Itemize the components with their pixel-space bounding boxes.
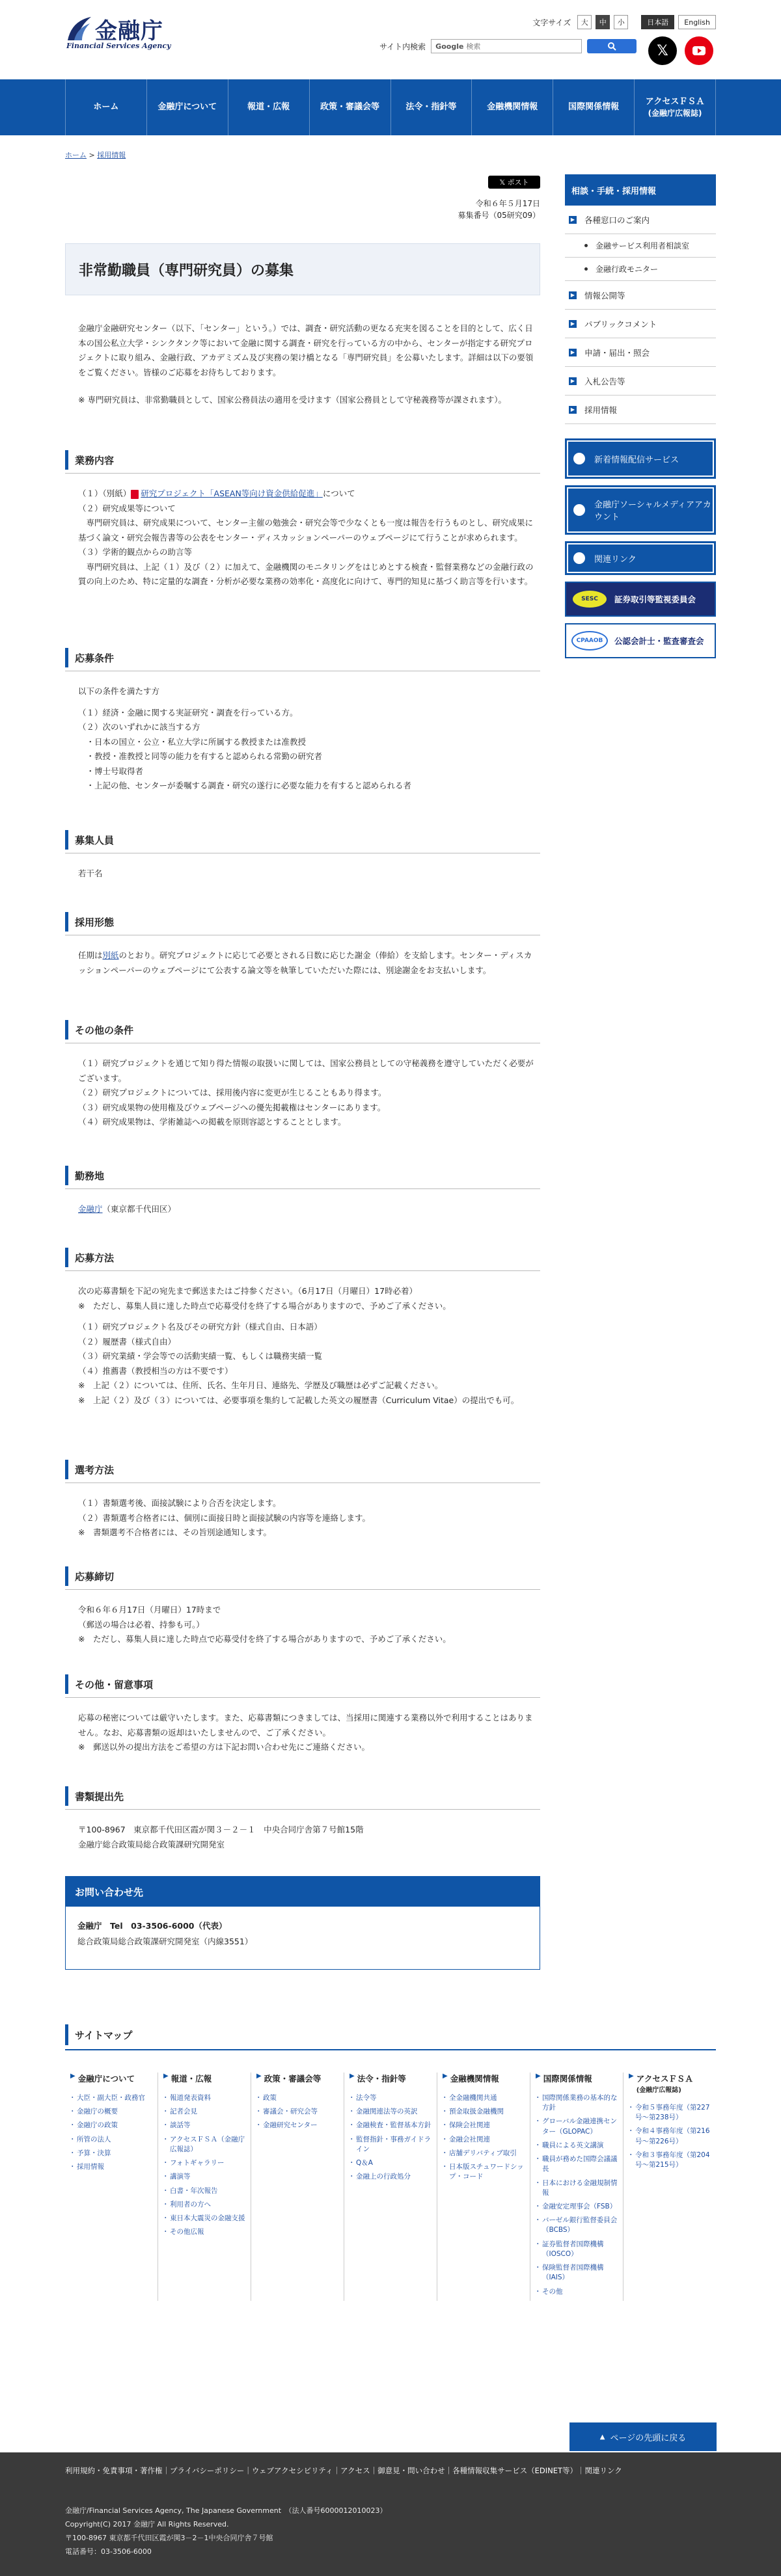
sitemap-column bbox=[251, 2073, 344, 2301]
square-arrow-icon: ▶ bbox=[569, 291, 577, 299]
sidebar-title: 相談・手続・採用情報 bbox=[565, 174, 716, 206]
gnav-international[interactable]: 国際関係情報 bbox=[553, 79, 634, 135]
sitemap-column bbox=[530, 2073, 623, 2301]
sitemap-link[interactable]: ・ 国際関係業務の基本的な方針 bbox=[536, 2093, 618, 2113]
related-links-banner[interactable]: 関連リンク bbox=[565, 541, 716, 575]
section-work: （１）（別紙） 研究プロジェクト「ASEAN等向け資金供給促進」について （２）研究成果等について 専門研究員は、研究成果について、センター主催の勉強会・研究会等で少なくとも一度は報告を行うものとし、研究成果に基づく論文・研究会報告書等の公表をセンター・ディスカッションペーパーのウェブページにて行うことが求められます。 （３）学術的観点からの助言等 専門研究員は、上記（１）及び（２）に加えて、金融機関のモニタリングをはじめとする検査・監督業務などの金融行政の質の向上のため、特に定量的な調査・分析が必要な業務の効率化・高度化に向けて、専門的知見に基づく助言等を行います。 bbox=[78, 489, 534, 586]
sitemap-link[interactable]: ・ 日本版スチュワードシップ・コード bbox=[443, 2162, 525, 2182]
social-links bbox=[648, 36, 713, 65]
sitemap-link[interactable]: ・ 保険会社関連 bbox=[443, 2121, 525, 2130]
footer-info: 金融庁/Financial Services Agency, The Japanese Government （法人番号6000012010023） Copyright(C) 2017 金融庁 All Rights Reserved. 〒100-8967 東京都千代田区霞が関3－2－1中央合同庁舎７号館 電話番号：03-3506-6000 bbox=[65, 2506, 387, 2556]
sitemap-column bbox=[344, 2073, 437, 2301]
section-apply: 次の応募書類を下記の宛先まで郵送またはご持参ください。（6月17日（月曜日）17時必着） ※ ただし、募集人員に達した時点で応募受付を終了する場合がありますので、予めご了承ください。 （１）研究プロジェクト名及びその研究方針（様式自由、日本語） （２）履歴書（様式自由） （３）研究業績・学会等での活動実績一覧、もしくは職務実績一覧 （４）推薦書（教授相当の方は不要です） ※ 上記（２）については、住所、氏名、生年月日、連絡先、学歴及び職歴は必ずご記載ください。 ※ 上記（２）及び（３）については、必要事項を集約して記載した英文の履歴書（Curriculum Vitae）の提出でも可。 bbox=[78, 1286, 519, 1405]
sitemap-column-heading[interactable]: ▶ 法令・指針等 bbox=[349, 2073, 406, 2084]
font-size-small-button[interactable]: 小 bbox=[614, 15, 628, 29]
page-title: 非常勤職員（専門研究員）の募集 bbox=[65, 243, 540, 295]
site-logo[interactable] bbox=[65, 13, 176, 52]
search-brand: Google bbox=[435, 42, 464, 51]
sitemap-column bbox=[65, 2073, 158, 2301]
sitemap-link[interactable]: ・ 予算・決算 bbox=[70, 2149, 152, 2158]
site-footer bbox=[0, 2452, 781, 2576]
chevron-right-icon: ▶ bbox=[349, 2073, 355, 2080]
square-arrow-icon: ▶ bbox=[569, 406, 577, 414]
search-button[interactable] bbox=[587, 39, 637, 53]
font-size-medium-button[interactable]: 中 bbox=[596, 15, 610, 29]
bullet-icon bbox=[584, 244, 588, 247]
sitemap-link[interactable]: ・ 証券監督者国際機構（IOSCO） bbox=[536, 2240, 618, 2259]
arrow-up-icon: ▲ bbox=[599, 2433, 605, 2441]
section-heading-selection: 選考方法 bbox=[65, 1460, 540, 1479]
note-text: ※ 専門研究員は、非常勤職員として、国家公務員法の適用を受けます（国家公務員として守秘義務等が課されます）。 bbox=[78, 395, 506, 405]
section-address: 〒100-8967 東京都千代田区霞が関３－２－１ 中央合同庁舎第７号館15階 金融庁総合政策局総合政策課研究開発室 bbox=[78, 1825, 364, 1849]
site-header bbox=[0, 0, 781, 79]
gnav-laws[interactable]: 法令・指針等 bbox=[390, 79, 472, 135]
section-heading-place: 勤務地 bbox=[65, 1166, 540, 1185]
search-input[interactable] bbox=[431, 39, 582, 53]
sitemap-title: サイトマップ bbox=[65, 2024, 716, 2045]
fsa-access-link[interactable]: 金融庁 bbox=[78, 1204, 103, 1214]
section-employment: 任期は別紙のとおり。研究プロジェクトに応じて必要とされる日数に応じた謝金（俸給）を支給します。センター・ディスカッションペーパーのウェブページにて公表する論文等を執筆していただいた際には、別途謝金をお支払いします。 bbox=[78, 950, 532, 975]
cpaaob-logo-icon: CPAAOB bbox=[571, 631, 608, 651]
sitemap-link[interactable]: ・ 金融庁の概要 bbox=[70, 2107, 152, 2117]
sitemap-link[interactable]: ・ 監督指針・事務ガイドライン bbox=[349, 2135, 432, 2154]
bullet-icon bbox=[584, 267, 588, 271]
sitemap-link[interactable]: ・ 採用情報 bbox=[70, 2162, 152, 2172]
social-media-banner[interactable]: 金融庁ソーシャルメディアアカウント bbox=[565, 485, 716, 535]
sitemap-link[interactable]: ・ 金融関連法等の英訳 bbox=[349, 2107, 432, 2117]
section-notes: 応募の秘密については厳守いたします。また、応募書類につきましては、当採用に関連する業務以外で利用することはありません。なお、応募書類の返却はいたしませんので、ご了承ください。 ※ 郵送以外の提出方法をご希望の方は下記お問い合わせ先にご連絡ください。 bbox=[78, 1713, 533, 1752]
sidebar-item-application[interactable]: ▶ 申請・届出・照会 bbox=[565, 338, 716, 367]
wifi-icon bbox=[573, 453, 585, 464]
section-heading-work: 業務内容 bbox=[65, 450, 540, 470]
sitemap-link[interactable]: ・ 令和３事務年度（第204号～第215号） bbox=[629, 2151, 711, 2170]
recruit-number: 募集番号（05研究09） bbox=[458, 211, 540, 220]
sitemap-link[interactable]: ・ 職員による英文講演 bbox=[536, 2141, 618, 2151]
section-requirements: 以下の条件を満たす方 （１）経済・金融に関する実証研究・調査を行っている方。 （２）次のいずれかに該当する方 ・日本の国立・公立・私立大学に所属する教授または准教授 ・教授・准教授と同等の能力を有すると認められる常勤の研究者 ・博士号取得者 ・上記の他、センターが委嘱する調査・研究の遂行に必要な能力を有すると認められる者 bbox=[78, 686, 412, 790]
sitemap-link[interactable]: ・ 金融庁の政策 bbox=[70, 2121, 152, 2130]
sitemap-link[interactable]: ・ 預金取扱金融機関 bbox=[443, 2107, 525, 2117]
sitemap-link[interactable]: ・ 大臣・副大臣・政務官 bbox=[70, 2093, 152, 2103]
sidebar-item-public-comment[interactable]: ▶ パブリックコメント bbox=[565, 310, 716, 338]
sitemap-link[interactable]: ・ 金融安定理事会（FSB） bbox=[536, 2202, 618, 2212]
sitemap-link[interactable]: ・ 報道発表資料 bbox=[163, 2093, 245, 2103]
sidebar-item-contact[interactable]: ▶ 各種窓口のご案内 bbox=[565, 206, 716, 234]
fsa-logo-icon bbox=[65, 14, 94, 43]
youtube-icon[interactable] bbox=[685, 36, 713, 65]
chevron-right-icon: ▶ bbox=[443, 2073, 448, 2080]
sitemap-link[interactable]: ・ グローバル金融連携センター（GLOPAC） bbox=[536, 2117, 618, 2136]
section-deadline: 令和６年６月17日（月曜日）17時まで （郵送の場合は必着、持参も可。） ※ ただし、募集人員に達した時点で応募受付を終了する場合がありますので、予めご了承ください。 bbox=[78, 1605, 451, 1644]
global-nav bbox=[0, 79, 781, 135]
utility-bar bbox=[532, 13, 716, 31]
section-heading-notes: その他・留意事項 bbox=[65, 1674, 540, 1694]
sitemap bbox=[65, 2073, 716, 2301]
news-delivery-banner[interactable]: 新着情報配信サービス bbox=[565, 438, 716, 479]
sidebar-item-disclosure[interactable]: ▶ 情報公開等 bbox=[565, 281, 716, 310]
search-placeholder: 検索 bbox=[466, 42, 481, 51]
gnav-policy[interactable]: 政策・審議会等 bbox=[309, 79, 390, 135]
sidebar-item-monitor[interactable]: 金融行政モニター bbox=[565, 258, 716, 281]
sitemap-link[interactable]: ・ 利用者の方へ bbox=[163, 2200, 245, 2210]
section-heading-other: その他の条件 bbox=[65, 1020, 540, 1040]
sitemap-link[interactable]: ・ 令和５事務年度（第227号～第238号） bbox=[629, 2103, 711, 2123]
link-icon bbox=[573, 552, 585, 564]
section-other: （１）研究プロジェクトを通じて知り得た情報の取扱いに関しては、国家公務員としての守秘義務を遵守していただく必要がございます。 （２）研究プロジェクトについては、採用後内容に変更が生じることもあり得ます。 （３）研究成果物の使用権及びウェブページへの優先掲載権はセンターにあります。 （４）研究成果物は、学術雑誌への掲載を原則容認とすることとします。 bbox=[78, 1058, 534, 1127]
section-selection: （１）書類選考後、面接試験により合否を決定します。 （２）書類選考合格者には、個別に面接日時と面接試験の内容等を連絡します。 ※ 書類選考不合格者には、その旨別途通知します。 bbox=[78, 1498, 371, 1537]
gnav-institutions[interactable]: 金融機関情報 bbox=[471, 79, 553, 135]
chevron-right-icon: ▶ bbox=[536, 2073, 541, 2080]
sitemap-link[interactable]: ・ 金融上の行政処分 bbox=[349, 2172, 432, 2182]
gnav-access-fsa[interactable]: アクセスＦＳＡ (金融庁広報誌) bbox=[634, 79, 716, 135]
chevron-right-icon: ▶ bbox=[70, 2073, 75, 2080]
section-heading-apply: 応募方法 bbox=[65, 1248, 540, 1267]
gnav-about[interactable]: 金融庁について bbox=[146, 79, 228, 135]
sidebar-list bbox=[565, 206, 716, 424]
font-size-large-button[interactable]: 大 bbox=[577, 15, 592, 29]
sitemap-link[interactable]: ・ 日本における金融規制情報 bbox=[536, 2179, 618, 2198]
x-post-button[interactable]: 𝕏 ポスト bbox=[488, 176, 540, 189]
sitemap-link[interactable]: ・ 政策 bbox=[256, 2093, 338, 2103]
font-size-label: 文字サイズ bbox=[532, 18, 571, 27]
cpaaob-banner[interactable]: CPAAOB 公認会計士・監査審査会 bbox=[565, 623, 716, 658]
sitemap-link[interactable]: ・ 令和４事務年度（第216号～第226号） bbox=[629, 2127, 711, 2146]
inquiry-phone: 金融庁 Tel 03-3506-6000（代表） bbox=[77, 1921, 227, 1931]
sitemap-column-heading[interactable]: ▶ 政策・審議会等 bbox=[256, 2073, 322, 2084]
site-search bbox=[379, 39, 637, 53]
square-arrow-icon: ▶ bbox=[569, 377, 577, 385]
pdf-icon bbox=[131, 490, 139, 499]
post-date: 令和６年５月17日 募集番号（05研究09） bbox=[458, 199, 540, 220]
search-label: サイト内検索 bbox=[379, 42, 426, 51]
lang-en-button[interactable]: English bbox=[678, 15, 716, 29]
sitemap-link[interactable]: ・ 店舗デリバティブ取引 bbox=[443, 2149, 525, 2158]
chevron-right-icon: ▶ bbox=[163, 2073, 169, 2080]
sitemap-link[interactable]: ・ その他 bbox=[536, 2287, 618, 2297]
section-heading-address: 書類提出先 bbox=[65, 1786, 540, 1806]
search-icon bbox=[607, 42, 616, 51]
section-number: 若干名 bbox=[78, 868, 103, 878]
inquiry-box bbox=[65, 1876, 540, 1970]
sitemap-link[interactable]: ・ その他広報 bbox=[163, 2227, 245, 2237]
sitemap-column bbox=[623, 2073, 716, 2301]
sitemap-link[interactable]: ・ アクセスＦＳＡ（金融庁広報誌） bbox=[163, 2135, 245, 2154]
sitemap-column-heading[interactable]: ▶ 報道・広報 bbox=[163, 2073, 212, 2084]
lang-ja-button[interactable]: 日本語 bbox=[641, 15, 674, 29]
gnav-home[interactable]: ホーム bbox=[65, 79, 146, 135]
sitemap-link[interactable]: ・ バーゼル銀行監督委員会（BCBS） bbox=[536, 2216, 618, 2235]
sitemap-link[interactable]: ・ 白書・年次報告 bbox=[163, 2186, 245, 2196]
section-heading-requirements: 応募条件 bbox=[65, 648, 540, 667]
x-twitter-icon[interactable]: 𝕏 bbox=[648, 36, 677, 65]
sitemap-link[interactable]: ・ 所管の法人 bbox=[70, 2135, 152, 2145]
chevron-right-icon: ▶ bbox=[629, 2073, 634, 2080]
section-heading-number: 募集人員 bbox=[65, 830, 540, 850]
sitemap-link[interactable]: ・ 金融検査・監督基本方針 bbox=[349, 2121, 432, 2130]
sitemap-column-heading[interactable]: ▶ アクセスＦＳＡ (金融庁広報誌) bbox=[629, 2073, 693, 2094]
section-place: 金融庁（東京都千代田区） bbox=[78, 1204, 176, 1214]
sitemap-link[interactable]: ・ Q＆A bbox=[349, 2158, 432, 2168]
sitemap-link[interactable]: ・ 法令等 bbox=[349, 2093, 432, 2103]
sitemap-column-heading[interactable]: ▶ 国際関係情報 bbox=[536, 2073, 592, 2084]
sesc-banner[interactable]: SESC 証券取引等監視委員会 bbox=[565, 582, 716, 617]
chevron-right-icon: ▶ bbox=[256, 2073, 262, 2080]
sitemap-link[interactable]: ・ 記者会見 bbox=[163, 2107, 245, 2117]
sitemap-link[interactable]: ・ 保険監督者国際機構（IAIS） bbox=[536, 2263, 618, 2283]
breadcrumb: ホーム > 採用情報 bbox=[65, 151, 126, 159]
sitemap-link[interactable]: ・ 金融会社関連 bbox=[443, 2135, 525, 2145]
inquiry-dept: 総合政策局総合政策課研究開発室（内線3551） bbox=[77, 1936, 253, 1946]
logo-en: Financial Services Agency bbox=[66, 42, 171, 50]
sitemap-column bbox=[437, 2073, 530, 2301]
intro-text: 金融庁金融研究センター（以下、「センター」という。）では、調査・研究活動の更なる充実を図ることを目的として、広く日本の国公私立大学・シンクタンク等において金融に関する調査・研究を行っている方の中から、センターが指定する研究プロジェクトに取り組み、金融行政、アカデミズム及び実務の架け橋となる「専門研究員」を公募いたします。詳細は以下の要領をご覧ください。皆様のご応募をお待ちしております。 bbox=[78, 323, 534, 377]
sitemap-link[interactable]: ・ 職員が務めた国際会議議長 bbox=[536, 2154, 618, 2174]
sitemap-link[interactable]: ・ 講演等 bbox=[163, 2172, 245, 2182]
sitemap-column-heading[interactable]: ▶ 金融機関情報 bbox=[443, 2073, 499, 2084]
sitemap-link[interactable]: ・ 東日本大震災の金融支援 bbox=[163, 2214, 245, 2223]
section-heading-employment: 採用形態 bbox=[65, 912, 540, 932]
inquiry-title: お問い合わせ先 bbox=[66, 1877, 540, 1907]
sitemap-link[interactable]: ・ 談話等 bbox=[163, 2121, 245, 2130]
breadcrumb-current[interactable]: 採用情報 bbox=[97, 151, 126, 159]
sidebar-item-recruit[interactable]: ▶ 採用情報 bbox=[565, 396, 716, 424]
section-heading-deadline: 応募締切 bbox=[65, 1566, 540, 1586]
square-arrow-icon: ▶ bbox=[569, 216, 577, 224]
sitemap-link[interactable]: ・ 金融研究センター bbox=[256, 2121, 338, 2130]
footer-links[interactable]: 利用規約・免責事項・著作権｜プライバシーポリシー｜ウェブアクセシビリティ｜アクセス｜御意見・問い合わせ｜各種情報収集サービス（EDINET等）｜関連リンク bbox=[65, 2466, 622, 2475]
sesc-logo-icon: SESC bbox=[571, 589, 608, 609]
sidebar-item-bidding[interactable]: ▶ 入札公告等 bbox=[565, 367, 716, 396]
sidebar-item-consult[interactable]: 金融サービス利用者相談室 bbox=[565, 234, 716, 258]
breadcrumb-home-link[interactable]: ホーム bbox=[65, 151, 87, 159]
sidebar bbox=[565, 174, 716, 658]
square-arrow-icon: ▶ bbox=[569, 320, 577, 328]
page-top-button[interactable]: ▲ ページの先頭に戻る bbox=[569, 2422, 717, 2451]
sitemap-link[interactable]: ・ 審議会・研究会等 bbox=[256, 2107, 338, 2117]
sitemap-link[interactable]: ・ フォトギャラリー bbox=[163, 2158, 245, 2168]
sitemap-column-heading[interactable]: ▶ 金融庁について bbox=[70, 2073, 135, 2084]
sitemap-column bbox=[158, 2073, 251, 2301]
project-link[interactable]: 研究プロジェクト「ASEAN等向け資金供給促進」 bbox=[141, 489, 323, 498]
share-icon bbox=[573, 504, 585, 516]
gnav-news[interactable]: 報道・広報 bbox=[228, 79, 309, 135]
appendix-link[interactable]: 別紙 bbox=[102, 950, 119, 960]
logo-jp: 金融庁 bbox=[95, 18, 163, 44]
sitemap-link[interactable]: ・ 全金融機関共通 bbox=[443, 2093, 525, 2103]
square-arrow-icon: ▶ bbox=[569, 349, 577, 356]
